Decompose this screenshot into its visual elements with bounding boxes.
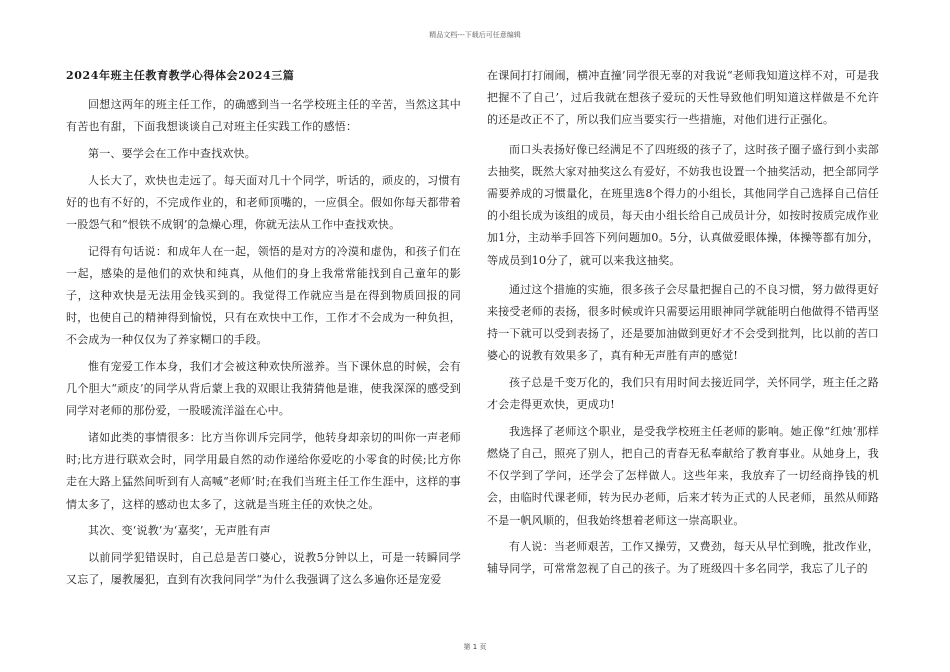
paragraph: 诸如此类的事情很多：比方当你训斥完同学，他转身却亲切的叫你一声老师时;比方进行联欢会时，同学用最自然的动作递给你爱吃的小零食的时侯;比方你走在大路上猛然间听到有人高喊“老师’时;在我们当班主任工作生涯中，这样的事情太多了，这样的感动也太多了，这就是当班主任的欢快之处。 bbox=[66, 431, 461, 511]
paragraph: 通过这个措施的实施，很多孩子会尽量把握自己的不良习惯，努力做得更好来接受老师的表扬，很多时候或许只需要运用眼神同学就能明白他做得不错再坚持一下就可以受到表扬了，还是要加油做到更好才不会受到批判，比以前的苦口婆心的说教有效果多了，真有种无声胜有声的感觉! bbox=[487, 282, 879, 363]
paragraph: 回想这两年的班主任工作，的确感到当一名学校班主任的辛苦，当然这其中有苦也有甜，下面我想谈谈自己对班主任实践工作的感悟： bbox=[66, 98, 461, 134]
paragraph-continuation: 在课间打打闹闹，横冲直撞’同学很无辜的对我说“老师我知道这样不对，可是我把握不了自己’，过后我就在想孩子爱玩的天性导致他们明知道这样做是不允许的还是改正不了，所以我们应当要实行一些措施，对他们进行正强化。 bbox=[487, 69, 879, 127]
right-column bbox=[487, 65, 879, 581]
paragraph: 我选择了老师这个职业，是受我学校班主任老师的影响。她正像“红烛’那样燃烧了自己，照亮了别人，把自己的青春无私奉献给了教育事业。从她身上，我不仅学到了学问，还学会了怎样做人。这些年来，我放弃了一切经商挣钱的机会，由临时代课老师，转为民办老师，后来才转为正式的人民老师，虽然从师路不是一帆风顺的，但我始终想着老师这一崇高职业。 bbox=[487, 424, 879, 527]
paragraph: 孩子总是千变万化的，我们只有用时间去接近同学，关怀同学，班主任之路才会走得更欢快，更成功! bbox=[487, 376, 879, 412]
section-heading: 第一、要学会在工作中查找欢快。 bbox=[88, 147, 256, 160]
paragraph: 有人说：当老师艰苦，工作又操劳，又费劲，每天从早忙到晚，批改作业，辅导同学，可常常忽视了自己的孩子。为了班级四十多名同学，我忘了儿子的 bbox=[487, 540, 879, 576]
document-title: 2024年班主任教育教学心得体会2024三篇 bbox=[66, 69, 295, 82]
left-column bbox=[66, 65, 461, 591]
section-heading: 其次、变‘说教’为‘嘉奖’，无声胜有声 bbox=[88, 524, 271, 538]
page-header: 精品文档---下载后可任意编辑 bbox=[429, 31, 521, 39]
paragraph: 人长大了，欢快也走远了。每天面对几十个同学，听话的，顽皮的，习惯有好的也有不好的，不完成作业的，和老师顶嘴的，一应俱全。假如你每天都带着一股怨气和“恨铁不成钢’的急燥心理，你就无法从工作中查找欢快。 bbox=[66, 173, 461, 231]
paragraph: 惟有宠爱工作本身，我们才会被这种欢快所滋养。当下课休息的时候，会有几个胆大“顽皮’的同学从背后蒙上我的双眼让我猜猜他是谁，使我深深的感受到同学对老师的那份爱，一股暖流洋溢在心中。 bbox=[66, 360, 461, 418]
paragraph: 记得有句话说：和成年人在一起，领悟的是对方的冷漠和虚伪，和孩子们在一起，感染的是他们的欢快和纯真，从他们的身上我常常能找到自己童年的影子，这种欢快是无法用金钱买到的。我觉得工作就应当是在得到物质回报的同时，也使自己的精神得到愉悦，只有在欢快中工作，工作才不会成为一种负担，不会成为一种仅仅为了养家糊口的手段。 bbox=[66, 244, 461, 347]
paragraph: 而口头表扬好像已经满足不了四班级的孩子了，这时孩子圈子盛行到小卖部去抽奖，既然大家对抽奖这么有爱好，不妨我也设置一个抽奖活动，把全部同学需要养成的习惯量化，在班里选8个得力的小组长，其他同学自己选择自己信任的小组长成为该组的成员，每天由小组长给自己成员计分，如按时按质完成作业加1分，主动举手回答下列问题加0。5分，认真做爱眼体操，体操等都有加分，等成员到10分了，就可以来我这抽奖。 bbox=[487, 142, 879, 267]
paragraph: 以前同学犯错误时，自己总是苦口婆心，说教5分钟以上，可是一转瞬同学又忘了，屡教屡犯，直到有次我问同学“为什么我强调了这么多遍你还是宠爱 bbox=[66, 550, 461, 586]
page-number: 第 1 页 bbox=[463, 643, 487, 651]
